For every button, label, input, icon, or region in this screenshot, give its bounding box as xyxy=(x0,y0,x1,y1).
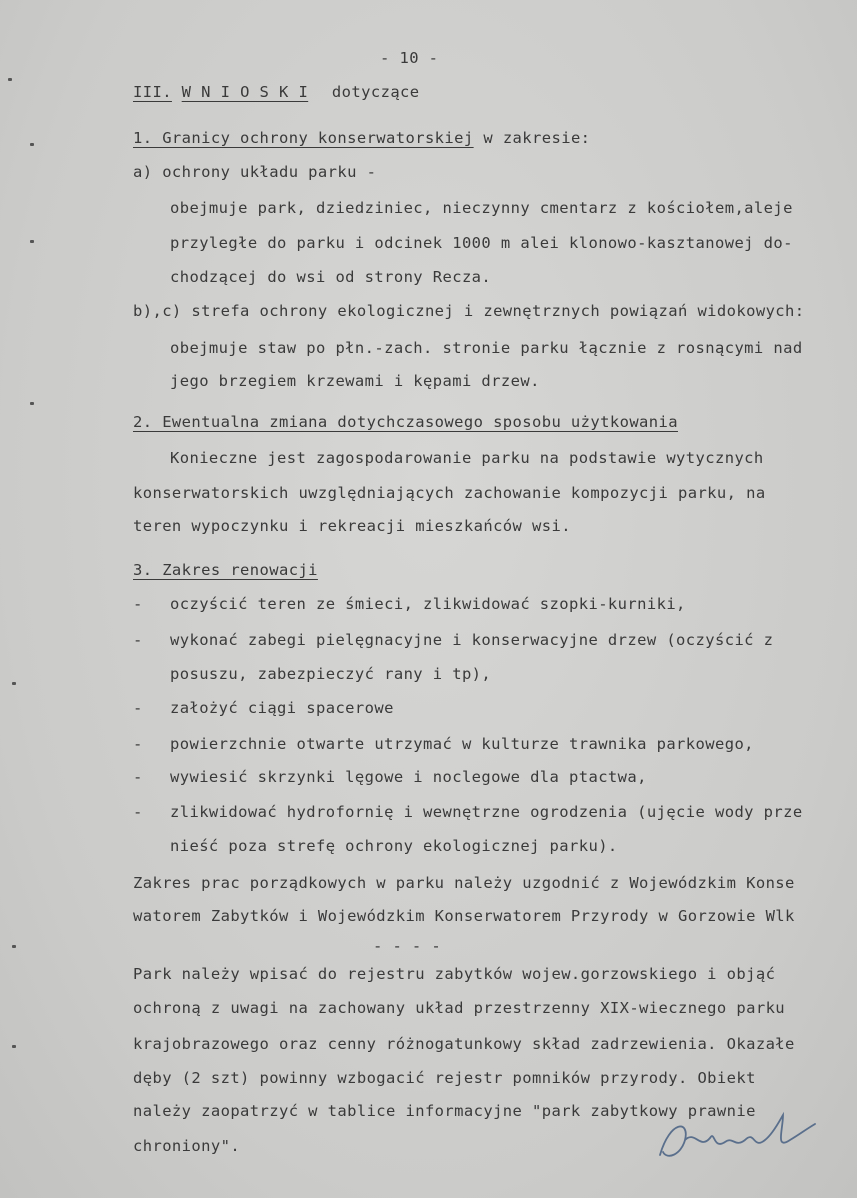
section2-line: teren wypoczynku i rekreacji mieszkańców wsi. xyxy=(133,517,571,535)
list-dash: - xyxy=(133,768,143,786)
list-text: założyć ciągi spacerowe xyxy=(170,699,394,717)
margin-mark xyxy=(12,1045,16,1048)
section1-title-underlined: 1. Granicy ochrony konserwatorskiej xyxy=(133,129,474,147)
list-item xyxy=(133,594,686,614)
section3-closing: Zakres prac porządkowych w parku należy uzgodnić z Wojewódzkim Konse xyxy=(133,874,795,892)
section-heading xyxy=(133,82,420,102)
final-line: krajobrazowego oraz cenny różnogatunkowy skład zadrzewienia. Okazałe xyxy=(133,1035,795,1053)
list-item xyxy=(133,630,773,650)
list-text: wywiesić skrzynki lęgowe i noclegowe dla ptactwa, xyxy=(170,768,647,786)
list-item xyxy=(133,664,491,684)
heading-spaced: W N I O S K I xyxy=(181,83,309,101)
heading-rest: dotyczące xyxy=(331,83,420,101)
margin-mark xyxy=(12,682,16,685)
section1-a-line: obejmuje park, dziedziniec, nieczynny cmentarz z kościołem,aleje xyxy=(170,199,793,217)
final-line: Park należy wpisać do rejestru zabytków wojew.gorzowskiego i objąć xyxy=(133,965,776,983)
page-number: - 10 - xyxy=(380,49,439,67)
section1-a-label: a) ochrony układu parku - xyxy=(133,163,377,181)
list-dash: - xyxy=(133,803,143,821)
list-text: wykonać zabegi pielęgnacyjne i konserwacyjne drzew (oczyścić z xyxy=(170,631,774,649)
margin-mark xyxy=(30,402,34,405)
section2-line: konserwatorskich uwzględniających zachowanie kompozycji parku, na xyxy=(133,484,766,502)
section1-title-tail: w zakresie: xyxy=(473,129,591,147)
separator: - - - - xyxy=(373,937,442,955)
list-item xyxy=(133,734,754,754)
section2-line: Konieczne jest zagospodarowanie parku na podstawie wytycznych xyxy=(170,449,764,467)
margin-mark xyxy=(12,945,16,948)
section1-bc-line: obejmuje staw po płn.-zach. stronie parku łącznie z rosnącymi nad xyxy=(170,339,803,357)
section2-title: 2. Ewentualna zmiana dotychczasowego sposobu użytkowania xyxy=(133,413,678,431)
section1-a-line: chodzącej do wsi od strony Recza. xyxy=(170,268,492,286)
list-text: oczyścić teren ze śmieci, zlikwidować szopki-kurniki, xyxy=(170,595,686,613)
signature-image xyxy=(655,1110,825,1170)
final-line: należy zaopatrzyć w tablice informacyjne "park zabytkowy prawnie xyxy=(133,1102,756,1120)
section1-bc-line: jego brzegiem krzewami i kępami drzew. xyxy=(170,372,540,390)
list-item xyxy=(133,836,618,856)
list-item xyxy=(133,802,803,822)
list-text: zlikwidować hydrofornię i wewnętrzne ogrodzenia (ujęcie wody prze xyxy=(170,803,803,821)
list-text: nieść poza strefę ochrony ekologicznej parku). xyxy=(170,837,618,855)
list-dash: - xyxy=(133,631,143,649)
final-line: chroniony". xyxy=(133,1137,241,1155)
list-dash: - xyxy=(133,735,143,753)
margin-mark xyxy=(30,143,34,146)
list-text: powierzchnie otwarte utrzymać w kulturze trawnika parkowego, xyxy=(170,735,754,753)
section1-a-line: przyległe do parku i odcinek 1000 m alei klonowo-kasztanowej do- xyxy=(170,234,793,252)
margin-mark xyxy=(30,240,34,243)
list-dash: - xyxy=(133,699,143,717)
final-line: dęby (2 szt) powinny wzbogacić rejestr pomników przyrody. Obiekt xyxy=(133,1069,756,1087)
final-line: ochroną z uwagi na zachowany układ przestrzenny XIX-wiecznego parku xyxy=(133,999,786,1017)
list-text: posuszu, zabezpieczyć rany i tp), xyxy=(170,665,492,683)
margin-mark xyxy=(8,78,12,81)
section1-title xyxy=(133,128,590,148)
section3-closing: watorem Zabytków i Wojewódzkim Konserwatorem Przyrody w Gorzowie Wlk xyxy=(133,907,795,925)
list-item xyxy=(133,767,647,787)
list-item xyxy=(133,698,394,718)
section1-bc-label: b),c) strefa ochrony ekologicznej i zewnętrznych powiązań widokowych: xyxy=(133,302,805,320)
heading-prefix: III. xyxy=(133,83,172,101)
list-dash: - xyxy=(133,595,143,613)
section3-title: 3. Zakres renowacji xyxy=(133,561,318,579)
